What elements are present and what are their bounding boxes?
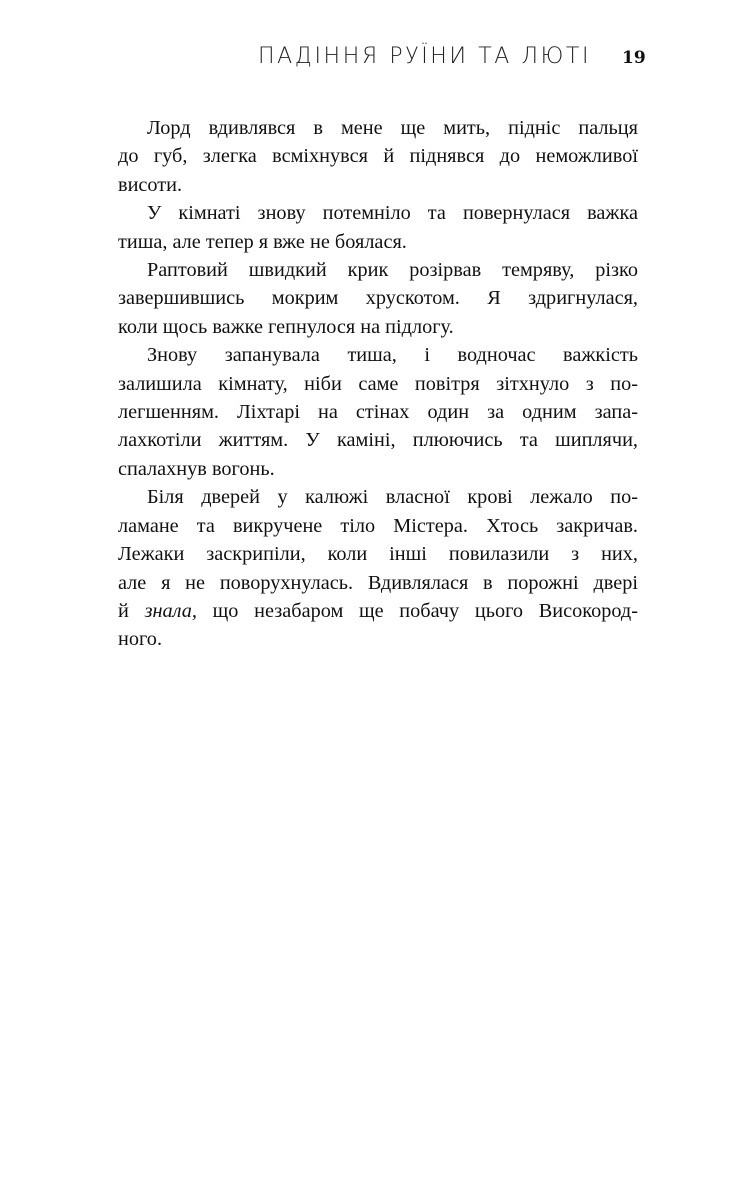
- paragraph-3: [118, 256, 638, 341]
- text-line: тиша, але тепер я вже не боялася.: [118, 230, 407, 253]
- text-run: й: [118, 599, 145, 622]
- text-line-with-emphasis: [118, 597, 638, 625]
- text-line: залишила кімнату, ніби саме повітря зітхнуло з по-: [118, 372, 638, 395]
- page-number: 19: [622, 48, 646, 68]
- text-line: коли щось важке гепнулося на підлогу.: [118, 315, 454, 338]
- paragraph-4: [118, 341, 638, 483]
- running-header: [0, 44, 756, 74]
- text-line: до губ, злегка всміхнувся й піднявся до неможливої: [118, 145, 638, 168]
- text-line: завершившись мокрим хрускотом. Я здригнулася,: [118, 287, 638, 310]
- text-line: лахкотіли життям. У каміні, плюючись та шиплячи,: [118, 429, 638, 452]
- emphasized-word: знала,: [144, 599, 197, 622]
- text-run: що незабаром ще побачу цього Високород-: [196, 599, 638, 622]
- book-title: ПАДІННЯ РУЇНИ ТА ЛЮТІ: [258, 44, 592, 69]
- text-line: ламане та викручене тіло Містера. Хтось закричав.: [118, 514, 638, 537]
- text-line: спалахнув вогонь.: [118, 457, 275, 480]
- text-line: легшенням. Ліхтарі на стінах один за одним запа-: [118, 401, 638, 424]
- paragraph-2: [118, 199, 638, 256]
- paragraph-1: [118, 114, 638, 199]
- body-text: [118, 114, 638, 654]
- text-line: Лежаки заскрипіли, коли інші повилазили з них,: [118, 543, 638, 566]
- text-line: Раптовий швидкий крик розірвав темряву, різко: [147, 259, 638, 282]
- text-line: висоти.: [118, 173, 183, 196]
- text-line: У кімнаті знову потемніло та повернулася важка: [147, 202, 638, 225]
- text-line: Лорд вдивлявся в мене ще мить, підніс пальця: [147, 117, 638, 139]
- text-line: але я не поворухнулась. Вдивлялася в порожні двері: [118, 571, 638, 594]
- text-line: Біля дверей у калюжі власної крові лежало по-: [147, 486, 638, 509]
- text-line: ного.: [118, 628, 163, 651]
- paragraph-5: [118, 483, 638, 653]
- text-line: Знову запанувала тиша, і водночас важкість: [147, 344, 638, 367]
